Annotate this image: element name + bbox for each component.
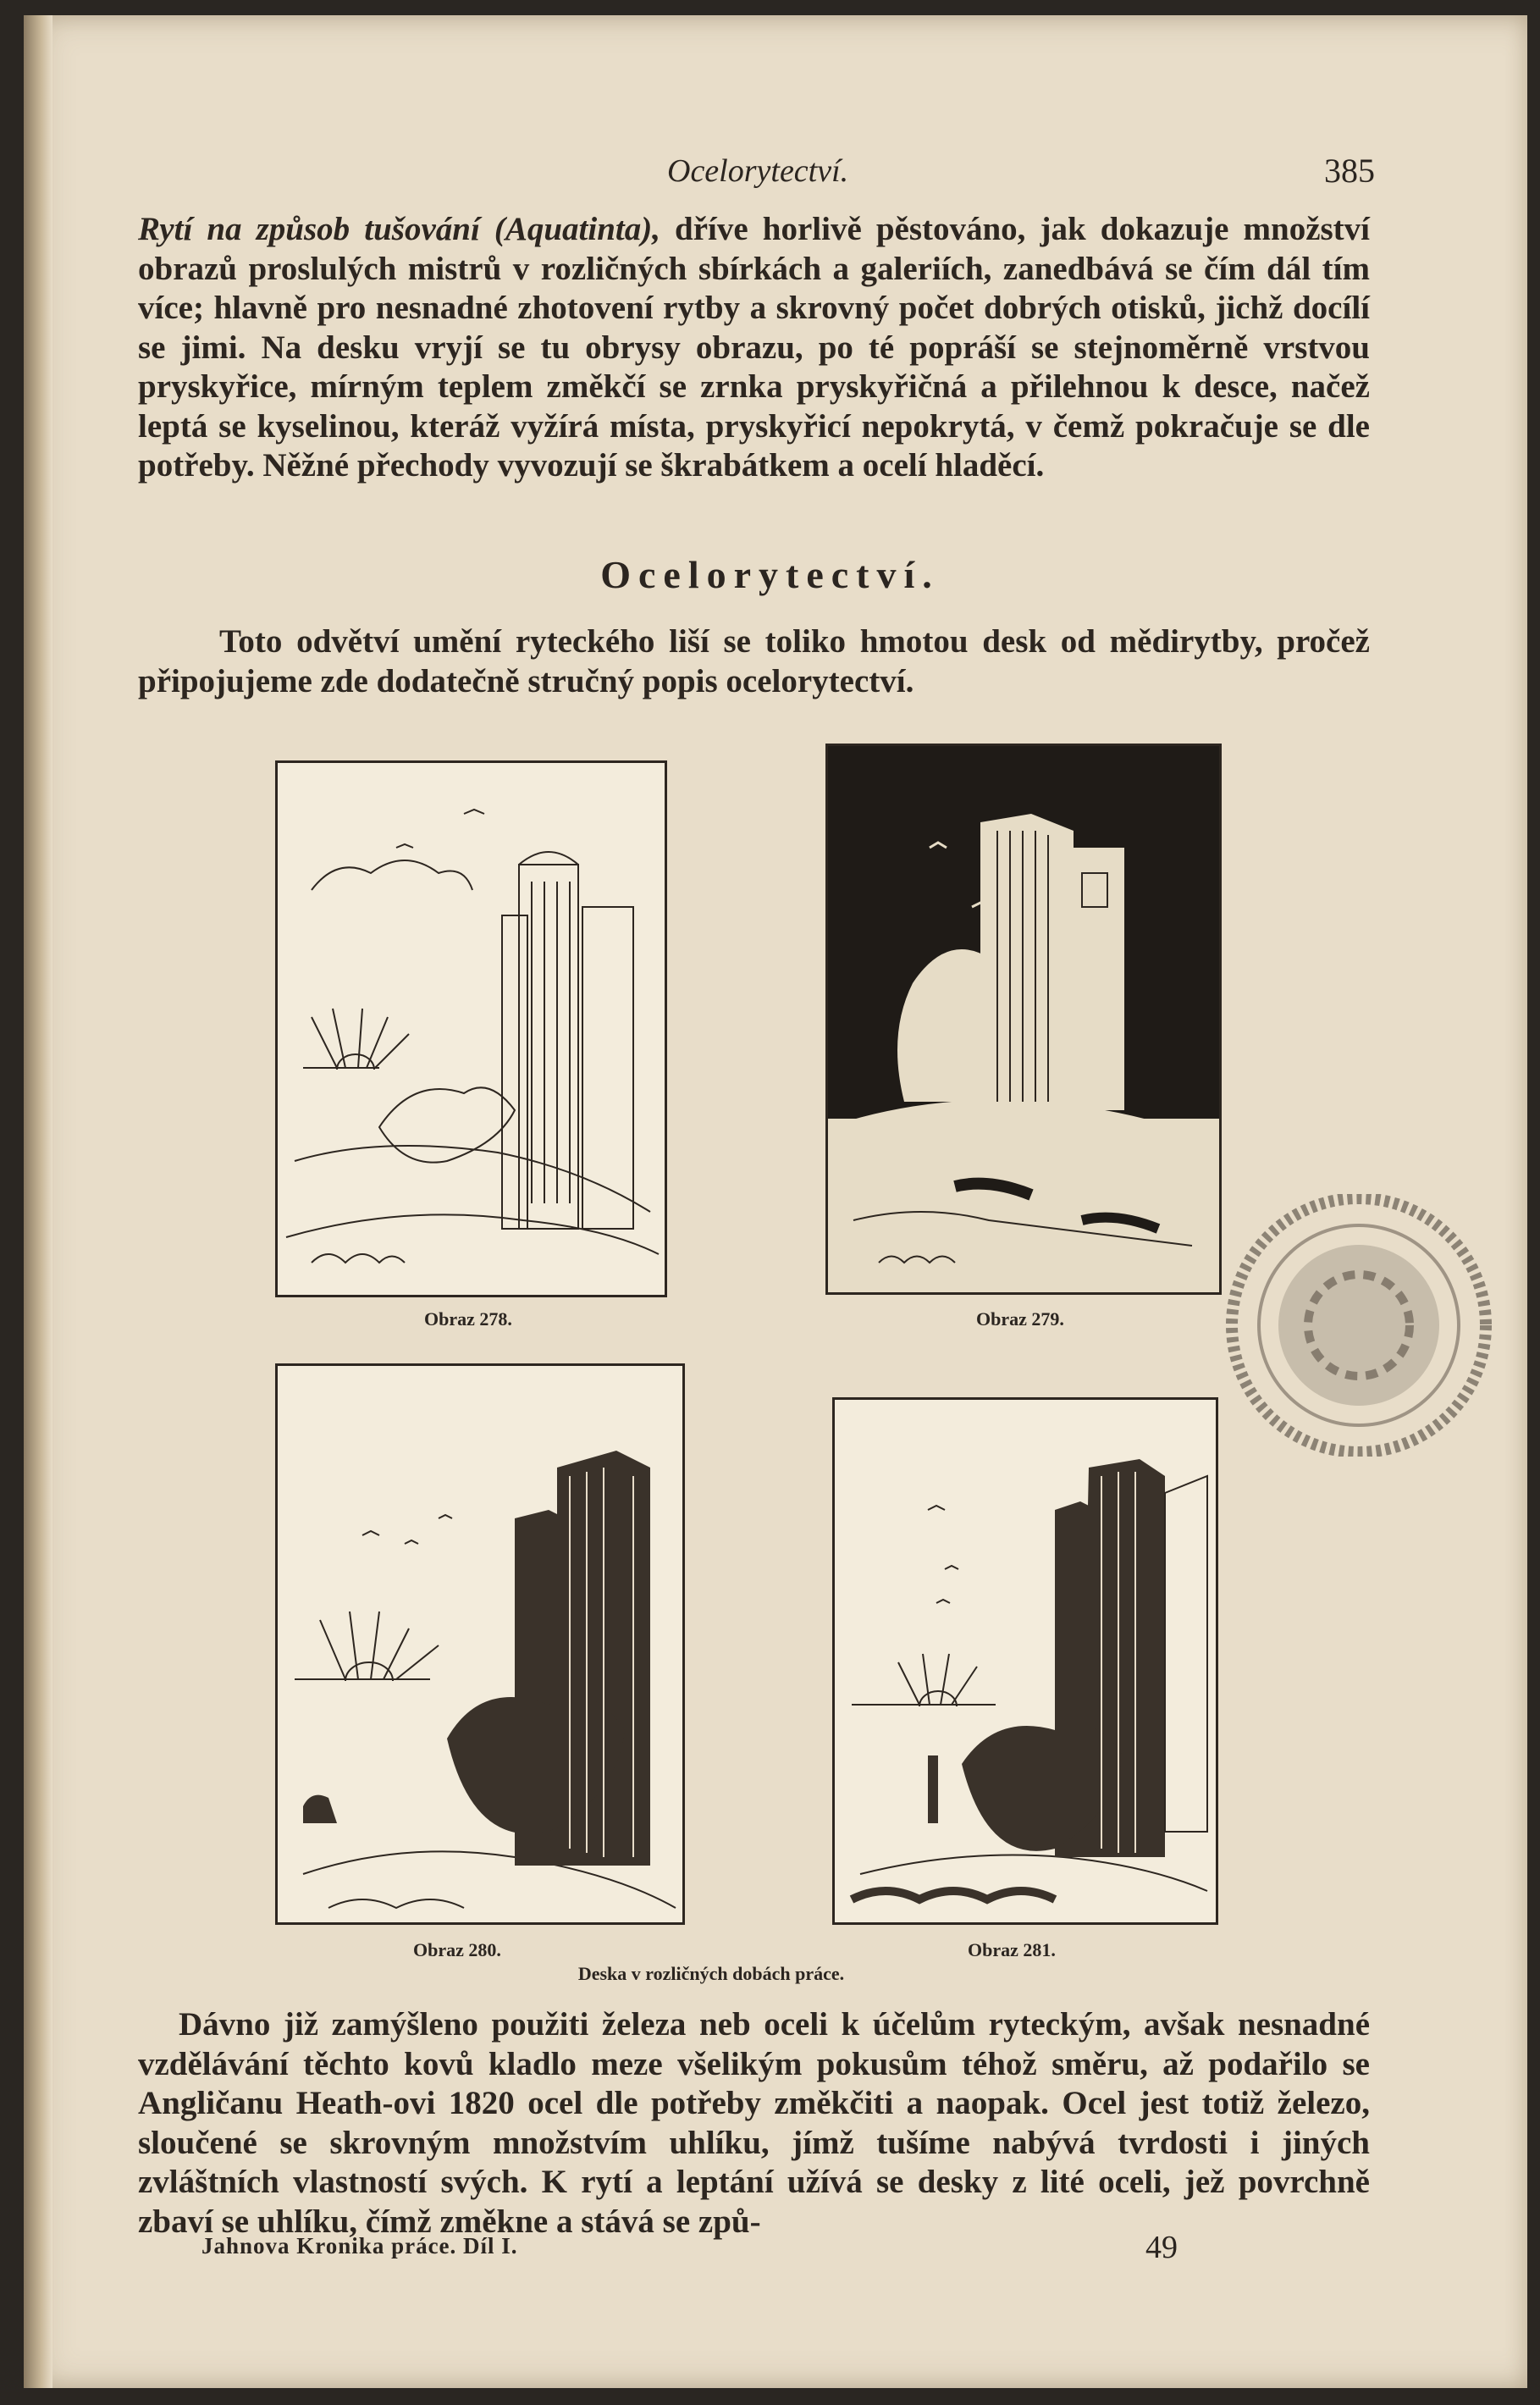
figure-281-caption: Obraz 281. xyxy=(968,1939,1056,1960)
sheet-number: 49 xyxy=(1145,2230,1178,2265)
page-number: 385 xyxy=(1324,152,1375,190)
page-spine-shadow xyxy=(24,15,52,2388)
paragraph-steel: Dávno již zamýšleno použiti železa neb oceli k účelům ryteckým, avšak nesnadné vzdělávání těchto kovů kladlo meze všelikým pokusům téhož směru, až podařilo se Angličanu Heath-ovi 1820 ocel dle potřeby změkčiti a naopak. Ocel jest totiž železo, sloučené se skrovným množstvím uhlíku, jímž tušíme nabývá tvrdosti i jiných zvláštních vlastností svých. K rytí a leptání užívá se desky z lité oceli, jež povrchně zbaví se uhlíku, čímž změkne a stává se způ- xyxy=(138,2006,1370,2240)
paragraph-body: dříve horlivě pěstováno, jak dokazuje množství obrazů proslulých mistrů v rozličných sbírkách a galeriích, zanedbává se čím dál tím více; hlavně pro nesnadné zhotovení rytby a skrovný počet dobrých otisků, jichž docílí se jimi. Na desku vryjí se tu obrysy obrazu, po té popráší se stejnoměrně vrstvou pryskyřice, mírným teplem změkčí se zrnka pryskyřičná a přilehnou k desce, načež leptá se kyselinou, kteráž vyžírá místa, pryskyřicí nepokrytá, v čemž pokračuje se dle potřeby. Něžné přechody vyvozují se škrabátkem a ocelí hladěcí. xyxy=(138,211,1370,484)
paragraph-lead: Rytí na způsob tušování (Aquatinta), xyxy=(138,211,660,247)
library-stamp xyxy=(1223,1194,1494,1457)
figure-280-caption: Obraz 280. xyxy=(413,1939,501,1960)
section-heading: Ocelorytectví. xyxy=(600,553,940,596)
figure-281-illustration xyxy=(832,1397,1218,1925)
figure-279-illustration xyxy=(825,744,1222,1295)
footer-imprint: Jahnova Kronika práce. Díl I. xyxy=(201,2233,518,2258)
paragraph-aquatinta xyxy=(138,210,1370,486)
figure-278-illustration xyxy=(275,760,667,1297)
section-intro: Toto odvětví umění ryteckého liší se toliko hmotou desk od mědirytby, pročež připojujeme zde dodatečně stručný popis ocelorytectví. xyxy=(138,623,1370,699)
figure-279-caption: Obraz 279. xyxy=(976,1308,1064,1330)
figure-278-caption: Obraz 278. xyxy=(424,1308,512,1330)
running-title: Ocelorytectví. xyxy=(667,153,849,189)
figure-group-caption: Deska v rozličných dobách práce. xyxy=(577,1963,845,1984)
figure-280-illustration xyxy=(275,1363,685,1925)
